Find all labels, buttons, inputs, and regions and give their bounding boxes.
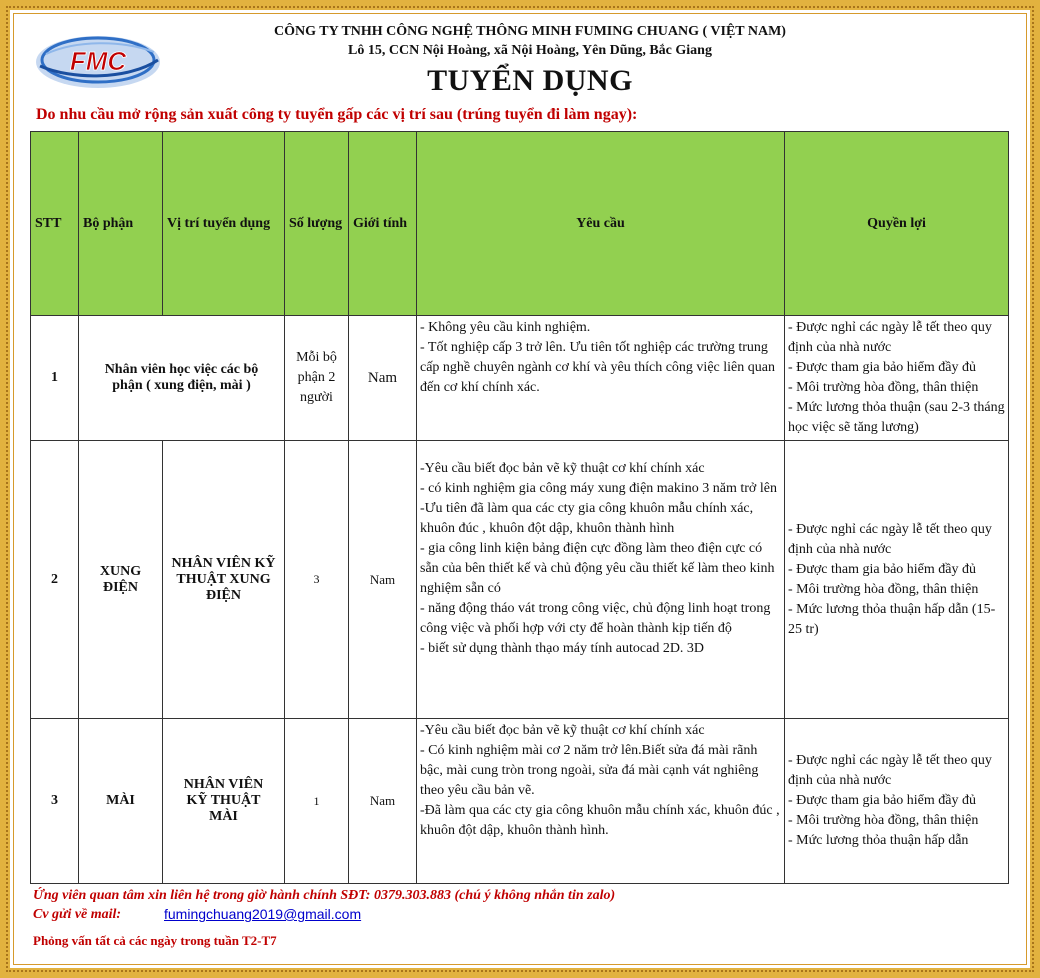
gender-cell: Nam <box>349 719 417 884</box>
quantity-cell: 3 <box>285 441 349 719</box>
header-requirements: Yêu cầu <box>417 132 785 316</box>
requirement-line: -Yêu cầu biết đọc bản vẽ kỹ thuật cơ khí chính xác <box>420 723 705 738</box>
intro-text: Do nhu cầu mở rộng sản xuất công ty tuyển gấp các vị trí sau (trúng tuyển đi làm ngay): <box>36 106 638 123</box>
position-cell: NHÂN VIÊN KỸ THUẬT XUNG ĐIỆN <box>163 441 285 719</box>
header-quantity: Số lượng <box>285 132 349 316</box>
benefit-line: - Môi trường hòa đồng, thân thiện <box>788 380 979 395</box>
header-benefits: Quyền lợi <box>785 132 1009 316</box>
benefit-line: - Môi trường hòa đồng, thân thiện <box>788 813 979 828</box>
requirement-line: -Ưu tiên đã làm qua các cty gia công khuôn mẫu chính xác, khuôn đúc , khuôn đột dập, khuôn thành hình <box>420 501 754 536</box>
company-logo <box>32 30 164 92</box>
header-position: Vị trí tuyển dụng <box>163 132 285 316</box>
requirements-cell <box>417 441 785 719</box>
stt-cell: 2 <box>31 441 79 719</box>
quantity-cell: Mỗi bộ phận 2 người <box>285 316 349 441</box>
department-cell: MÀI <box>79 719 163 884</box>
benefit-line: - Môi trường hòa đồng, thân thiện <box>788 581 979 597</box>
requirements-cell <box>417 719 785 884</box>
company-address: Lô 15, CCN Nội Hoàng, xã Nội Hoàng, Yên Dũng, Bắc Giang <box>348 43 712 58</box>
jobs-table <box>30 131 1009 884</box>
benefits-cell <box>785 316 1009 441</box>
benefits-cell <box>785 441 1009 719</box>
requirement-line: - năng động tháo vát trong công việc, chủ động linh hoạt trong công việc và phối hợp với cty để hoàn thành kịp tiến độ <box>420 601 771 636</box>
email-link[interactable]: fumingchuang2019@gmail.com <box>164 906 362 922</box>
company-name: CÔNG TY TNHH CÔNG NGHỆ THÔNG MINH FUMING CHUANG ( VIỆT NAM) <box>274 24 786 39</box>
header-stt: STT <box>31 132 79 316</box>
requirement-line: - có kinh nghiệm gia công máy xung điện makino 3 năm trở lên <box>420 481 777 496</box>
requirement-line: - Không yêu cầu kinh nghiệm. <box>420 320 591 335</box>
quantity-cell: 1 <box>285 719 349 884</box>
benefit-line: - Được nghỉ các ngày lễ tết theo quy định của nhà nước <box>788 753 992 788</box>
requirements-cell <box>417 316 785 441</box>
requirement-line: -Đã làm qua các cty gia công khuôn mẫu chính xác, khuôn đúc , khuôn đột dập, khuôn thành hình. <box>420 803 780 838</box>
benefit-line: - Được nghỉ các ngày lễ tết theo quy định của nhà nước <box>788 320 992 355</box>
contact-phone: Ứng viên quan tâm xin liên hệ trong giờ hành chính SĐT: 0379.303.883 (chú ý không nhắn tin zalo) <box>33 888 616 903</box>
benefit-line: - Được tham gia bảo hiểm đầy đủ <box>788 360 976 375</box>
benefits-cell <box>785 719 1009 884</box>
header-department: Bộ phận <box>79 132 163 316</box>
header-gender: Giới tính <box>349 132 417 316</box>
benefit-line: - Mức lương thỏa thuận hấp dẫn <box>788 833 969 848</box>
stt-cell: 3 <box>31 719 79 884</box>
department-cell: XUNG ĐIỆN <box>79 441 163 719</box>
requirement-line: - gia công linh kiện bảng điện cực đồng làm theo điện cực có sẵn của bên thiết kế và chủ động yêu cầu thiết kế làm theo kinh nghiệm sẵn có <box>420 541 775 596</box>
page-title: TUYỂN DỤNG <box>427 64 633 97</box>
table-header-row <box>31 132 1009 316</box>
requirement-line: -Yêu cầu biết đọc bản vẽ kỹ thuật cơ khí chính xác <box>420 461 705 476</box>
benefit-line: - Được tham gia bảo hiểm đầy đủ <box>788 793 976 808</box>
requirement-line: - Có kinh nghiệm mài cơ 2 năm trở lên.Biết sửa đá mài rãnh bậc, mài cung tròn trong ngoài, sửa đá mài cạnh vát nghiêng theo yêu cầu bản vẽ. <box>420 743 759 798</box>
table-row <box>31 441 1009 719</box>
table-row <box>31 719 1009 884</box>
gender-cell: Nam <box>349 441 417 719</box>
cv-label: Cv gửi về mail: <box>33 907 122 922</box>
benefit-line: - Mức lương thỏa thuận (sau 2-3 tháng học việc sẽ tăng lương) <box>788 400 1005 435</box>
benefit-line: - Mức lương thỏa thuận hấp dẫn (15-25 tr) <box>788 601 996 637</box>
department-position-cell: Nhân viên học việc các bộ phận ( xung điện, mài ) <box>79 316 285 441</box>
interview-schedule: Phỏng vấn tất cả các ngày trong tuần T2-T7 <box>33 933 277 948</box>
requirement-line: - biết sử dụng thành thạo máy tính autocad 2D. 3D <box>420 641 705 656</box>
benefit-line: - Được nghỉ các ngày lễ tết theo quy định của nhà nước <box>788 521 992 557</box>
benefit-line: - Được tham gia bảo hiểm đầy đủ <box>788 561 976 577</box>
svg-text:FMC: FMC <box>69 46 127 76</box>
requirement-line: - Tốt nghiệp cấp 3 trở lên. Ưu tiên tốt nghiệp các trường trung cấp nghề chuyên ngành cơ khí và yêu thích công việc liên quan đến cơ khí chính xác. <box>420 340 775 395</box>
stt-cell: 1 <box>31 316 79 441</box>
position-cell: NHÂN VIÊN KỸ THUẬT MÀI <box>163 719 285 884</box>
table-row <box>31 316 1009 441</box>
gender-cell: Nam <box>349 316 417 441</box>
